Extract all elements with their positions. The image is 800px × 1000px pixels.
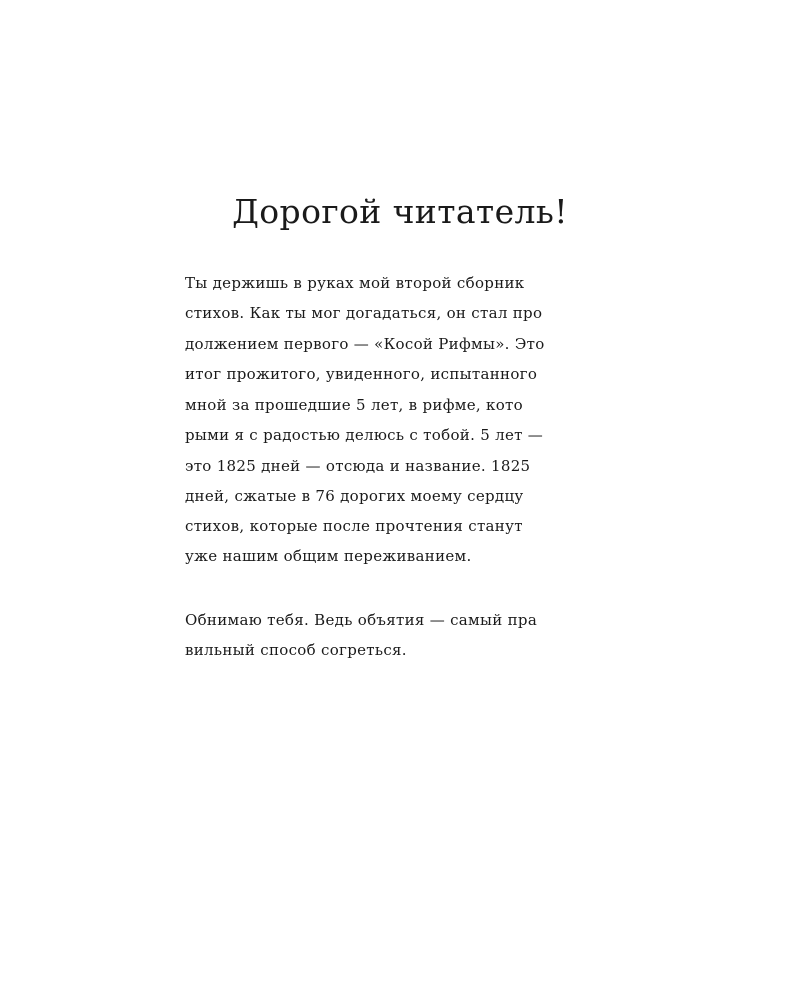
letter-heading: Дорогой читатель!	[232, 192, 568, 231]
text-line: стихов. Как ты мог догадаться, он стал про	[185, 304, 543, 322]
text-line: вильный способ согреться.	[185, 641, 407, 659]
text-line: стихов, которые после прочтения станут	[185, 517, 523, 535]
text-line: Обнимаю тебя. Ведь объятия — самый пра	[185, 611, 538, 629]
text-line: рыми я с радостью делюсь с тобой. 5 лет —	[185, 426, 544, 444]
text-line: должением первого — «Косой Рифмы». Это	[185, 335, 545, 353]
text-line: итог прожитого, увиденного, испытанного	[185, 365, 538, 383]
text-line: мной за прошедшие 5 лет, в рифме, кото	[185, 396, 523, 414]
text-line: дней, сжатые в 76 дорогих моему сердцу	[185, 487, 524, 505]
text-line: уже нашим общим переживанием.	[185, 547, 472, 565]
text-line: это 1825 дней — отсюда и название. 1825	[185, 457, 531, 475]
text-line: Ты держишь в руках мой второй сборник	[185, 274, 525, 292]
